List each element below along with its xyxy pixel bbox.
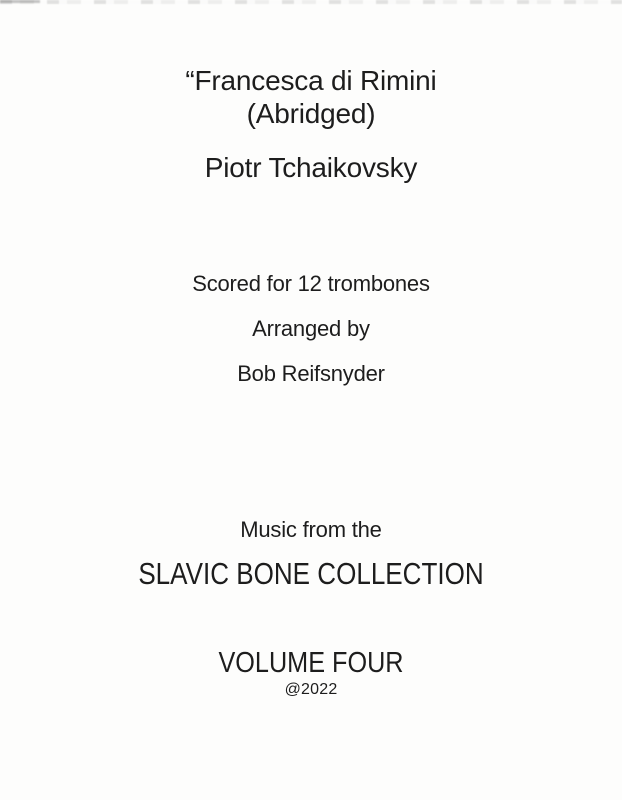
piece-title [0,64,622,130]
composer-name: Piotr Tchaikovsky [204,152,418,183]
arranger-name: Bob Reifsnyder [237,361,385,386]
series-intro: Music from the [240,517,382,542]
arranged-by-label: Arranged by [252,316,370,341]
scan-artifact-top-left [0,0,40,3]
scoring-note: Scored for 12 trombones [192,271,430,296]
piece-title-line1: “Francesca di Rimini [185,65,437,96]
volume-title: VOLUME FOUR [218,647,404,679]
series-title: SLAVIC BONE COLLECTION [138,556,484,591]
scan-artifact-top-edge [0,0,622,4]
copyright-notice: @2022 [284,681,338,698]
piece-title-line2: (Abridged) [246,98,376,129]
